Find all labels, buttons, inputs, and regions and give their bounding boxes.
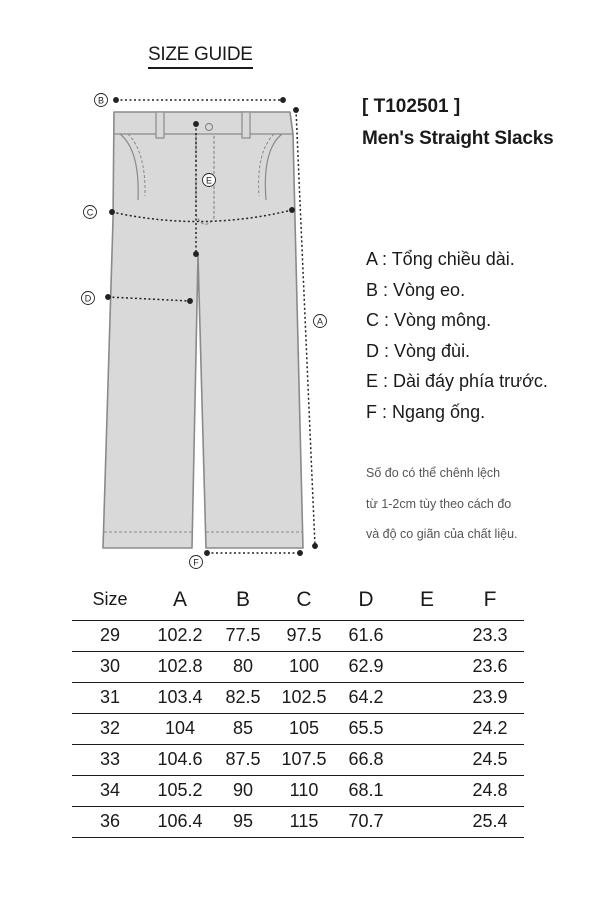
table-cell: 85 <box>212 713 274 744</box>
table-cell: 105.2 <box>148 775 212 806</box>
table-cell: 104 <box>148 713 212 744</box>
page-title: SIZE GUIDE <box>148 44 253 69</box>
table-cell: 23.6 <box>456 651 524 682</box>
table-cell: 68.1 <box>334 775 398 806</box>
table-cell: 65.5 <box>334 713 398 744</box>
table-cell: 82.5 <box>212 682 274 713</box>
marker-d <box>82 292 95 305</box>
note-line: và độ co giãn của chất liệu. <box>366 527 518 541</box>
column-header-e: E <box>419 587 434 611</box>
note-line: từ 1-2cm tùy theo cách đo <box>366 496 512 511</box>
table-cell <box>398 744 456 775</box>
table-cell: 103.4 <box>148 682 212 713</box>
column-header-f: F <box>483 587 497 611</box>
table-cell: 77.5 <box>212 620 274 651</box>
table-cell <box>398 775 456 806</box>
table-cell: 31 <box>72 682 148 713</box>
column-header-size: Size <box>92 589 128 610</box>
table-cell: 25.4 <box>456 806 524 837</box>
table-cell: 87.5 <box>212 744 274 775</box>
note-line: Số đo có thể chênh lệch <box>366 466 501 480</box>
table-cell: 97.5 <box>274 620 334 651</box>
table-cell: 102.8 <box>148 651 212 682</box>
table-row <box>72 651 524 682</box>
column-header-b: B <box>235 587 250 611</box>
marker-b-label: B <box>97 95 105 106</box>
legend-item-e: E : Dài đáy phía trước. <box>366 371 548 391</box>
legend-item-d: D : Vòng đùi. <box>366 340 471 361</box>
legend-item-f: F : Ngang ống. <box>366 401 486 422</box>
marker-c <box>84 206 97 219</box>
table-cell: 107.5 <box>274 744 334 775</box>
table-cell: 36 <box>72 806 148 837</box>
marker-f <box>190 556 203 569</box>
table-cell <box>398 682 456 713</box>
table-cell: 115 <box>274 806 334 837</box>
table-cell <box>398 713 456 744</box>
table-cell: 70.7 <box>334 806 398 837</box>
table-cell: 102.2 <box>148 620 212 651</box>
table-row <box>72 620 524 651</box>
marker-b <box>95 94 108 107</box>
table-row <box>72 682 524 713</box>
measurement-note <box>366 458 518 550</box>
table-cell: 23.3 <box>456 620 524 651</box>
table-cell: 80 <box>212 651 274 682</box>
table-header-row <box>72 580 524 620</box>
table-cell: 90 <box>212 775 274 806</box>
table-row <box>72 806 524 837</box>
column-header-d: D <box>358 587 374 611</box>
legend-item-a: A : Tổng chiều dài. <box>366 249 515 269</box>
marker-a-label: A <box>316 316 324 327</box>
table-cell: 100 <box>274 651 334 682</box>
table-cell: 110 <box>274 775 334 806</box>
table-cell: 104.6 <box>148 744 212 775</box>
table-cell: 24.8 <box>456 775 524 806</box>
product-name: Men's Straight Slacks <box>362 128 554 149</box>
table-cell: 24.2 <box>456 713 524 744</box>
table-cell: 24.5 <box>456 744 524 775</box>
product-code: [ T102501 ] <box>362 96 461 117</box>
marker-e <box>203 174 216 187</box>
legend-item-b: B : Vòng eo. <box>366 279 466 300</box>
column-header-c: C <box>296 587 312 611</box>
table-cell <box>398 651 456 682</box>
table-row <box>72 775 524 806</box>
table-cell: 64.2 <box>334 682 398 713</box>
table-cell: 33 <box>72 744 148 775</box>
table-cell: 95 <box>212 806 274 837</box>
table-cell: 105 <box>274 713 334 744</box>
marker-a <box>314 315 327 328</box>
marker-e-label: E <box>205 175 213 186</box>
table-cell: 34 <box>72 775 148 806</box>
table-cell: 32 <box>72 713 148 744</box>
table-row <box>72 744 524 775</box>
table-cell <box>398 620 456 651</box>
marker-d-label: D <box>84 293 92 304</box>
table-cell: 66.8 <box>334 744 398 775</box>
table-row <box>72 713 524 744</box>
table-cell: 30 <box>72 651 148 682</box>
marker-f-label: F <box>193 557 199 568</box>
measurement-legend <box>366 244 548 427</box>
table-cell: 61.6 <box>334 620 398 651</box>
marker-c-label: C <box>86 207 94 218</box>
table-cell: 106.4 <box>148 806 212 837</box>
table-cell: 102.5 <box>274 682 334 713</box>
table-cell: 62.9 <box>334 651 398 682</box>
legend-item-c: C : Vòng mông. <box>366 310 492 330</box>
table-cell <box>398 806 456 837</box>
table-cell: 29 <box>72 620 148 651</box>
size-table <box>72 580 524 838</box>
column-header-a: A <box>172 587 187 611</box>
table-cell: 23.9 <box>456 682 524 713</box>
